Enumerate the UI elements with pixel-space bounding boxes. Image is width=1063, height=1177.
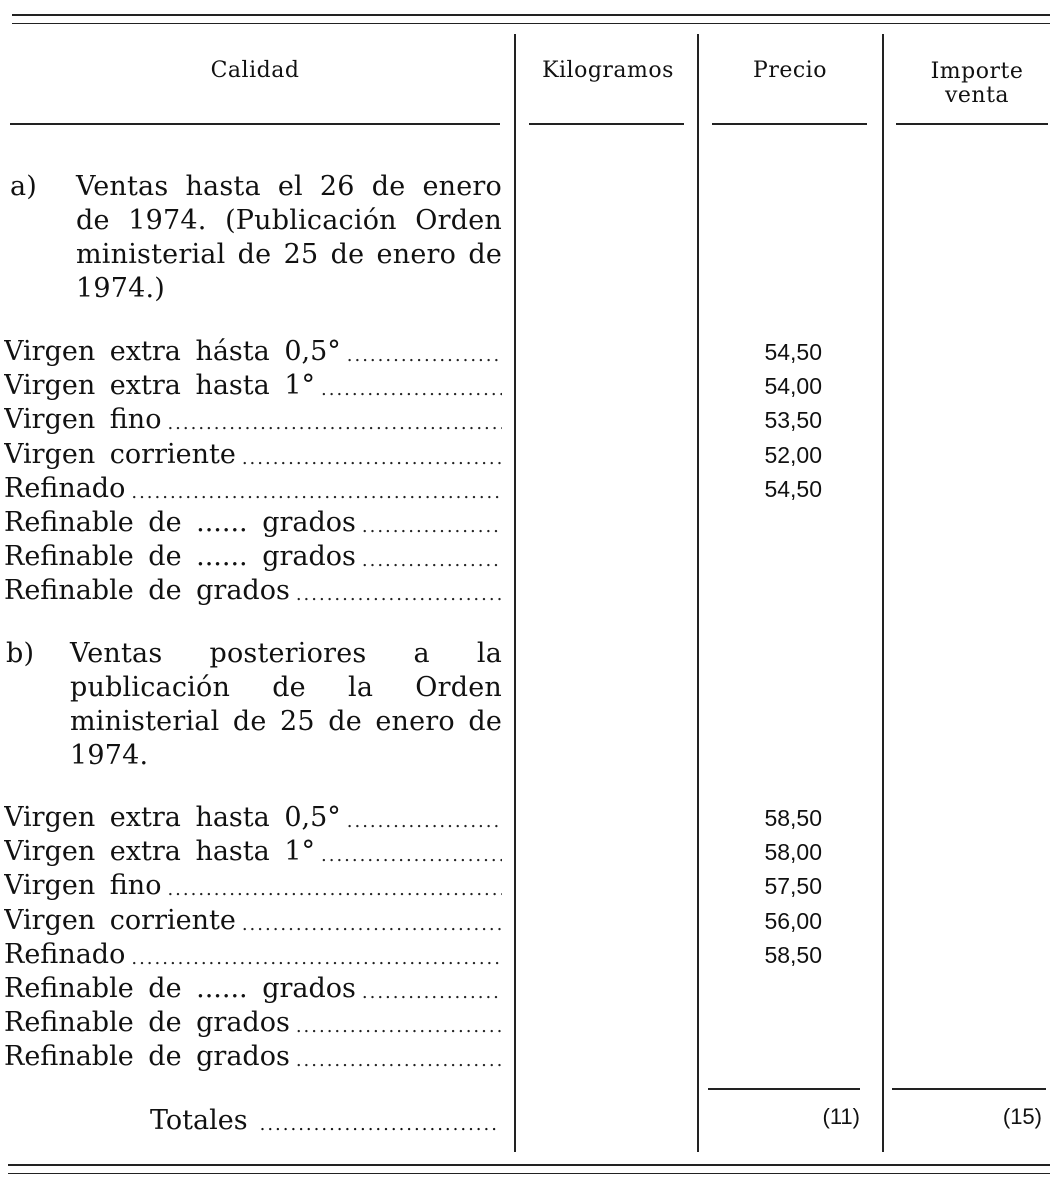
row-label: Refinado [4, 938, 126, 970]
bottom-rule [8, 1164, 1050, 1166]
row-price: 58,00 [764, 839, 822, 866]
table-row [4, 1006, 502, 1040]
row-price: 52,00 [764, 441, 822, 468]
leader-dots [242, 912, 502, 938]
table-row [4, 369, 502, 403]
column-divider-3 [882, 34, 884, 1152]
top-rule-2 [12, 23, 1050, 24]
header-kilogramos: Kilogramos [542, 58, 674, 83]
table-row [4, 472, 502, 506]
totals-rule-importe [892, 1088, 1046, 1090]
section-a-marker: a) [10, 171, 38, 202]
section-a-heading [10, 170, 502, 310]
section-b-text: Ventas posteriores a la publicación de la Orden ministerial de 25 de enero de 1974. [70, 638, 502, 771]
table-row [4, 335, 502, 369]
row-price: 54,50 [764, 339, 822, 365]
leader-dots [167, 877, 502, 903]
row-label: Virgen extra hasta 0,5° [4, 802, 341, 833]
header-calidad: Calidad [210, 58, 300, 83]
row-label: Virgen extra hasta 1° [4, 370, 315, 402]
table-row [4, 506, 502, 540]
row-label: Refinado [4, 472, 126, 504]
table-row [4, 438, 502, 472]
row-label: Virgen fino [4, 870, 162, 902]
table-row [4, 540, 502, 574]
table-row [4, 938, 502, 972]
bottom-rule-2 [8, 1173, 1050, 1174]
row-price: 58,50 [764, 805, 822, 831]
row-label: Refinable de grados [4, 1007, 290, 1039]
section-b-heading [6, 637, 502, 777]
leader-dots [242, 446, 502, 472]
table-row [4, 574, 502, 608]
leader-dots [347, 809, 502, 835]
row-label: Refinable de grados [4, 1041, 290, 1073]
leader-dots [296, 582, 502, 608]
header-underline-precio [712, 123, 867, 125]
row-label: Refinable de grados [4, 575, 290, 607]
table-row [4, 1040, 502, 1074]
column-divider-1 [514, 34, 516, 1152]
totals-leader-dots [260, 1112, 500, 1138]
column-divider-2 [697, 34, 699, 1152]
leader-dots [362, 980, 502, 1006]
table-row [4, 869, 502, 903]
header-importe: Importe venta [930, 59, 1024, 108]
row-price: 56,00 [764, 907, 822, 934]
leader-dots [321, 843, 502, 869]
row-price: 53,50 [764, 407, 822, 434]
table-row [4, 403, 502, 437]
totals-importe-note: (15) [1002, 1104, 1042, 1129]
header-precio: Precio [753, 58, 827, 83]
section-b-marker: b) [6, 638, 35, 669]
header-underline-calidad [10, 123, 500, 125]
row-label: Virgen extra hásta 0,5° [4, 336, 341, 367]
leader-dots [131, 946, 502, 972]
row-price: 54,50 [764, 475, 822, 502]
leader-dots [167, 411, 502, 437]
header-underline-importe [896, 123, 1048, 125]
leader-dots [296, 1014, 502, 1040]
leader-dots [131, 480, 502, 506]
row-label: Virgen extra hasta 1° [4, 836, 315, 868]
table-row [4, 801, 502, 835]
totals-rule-precio [708, 1088, 860, 1090]
leader-dots [362, 548, 502, 574]
row-label: Refinable de ...... grados [4, 541, 356, 573]
table-row [4, 904, 502, 938]
row-label: Refinable de ...... grados [4, 973, 356, 1004]
row-price: 58,50 [764, 941, 822, 968]
totals-row [150, 1104, 500, 1138]
header-underline-kilogramos [529, 123, 684, 125]
table-row [4, 972, 502, 1006]
row-label: Virgen corriente [4, 904, 236, 936]
leader-dots [321, 377, 502, 403]
row-label: Virgen corriente [4, 438, 236, 470]
leader-dots [347, 343, 502, 369]
row-price: 57,50 [764, 873, 822, 900]
section-a-text: Ventas hasta el 26 de enero de 1974. (Publicación Orden ministerial de 25 de enero de 1974.) [76, 171, 502, 304]
leader-dots [362, 514, 502, 540]
row-label: Refinable de ...... grados [4, 507, 356, 538]
row-label: Virgen fino [4, 404, 162, 436]
leader-dots [296, 1048, 502, 1074]
table-row [4, 835, 502, 869]
row-price: 54,00 [764, 373, 822, 400]
totals-label: Totales [150, 1105, 248, 1136]
top-rule [12, 14, 1050, 16]
totals-precio-note: (11) [822, 1104, 860, 1129]
